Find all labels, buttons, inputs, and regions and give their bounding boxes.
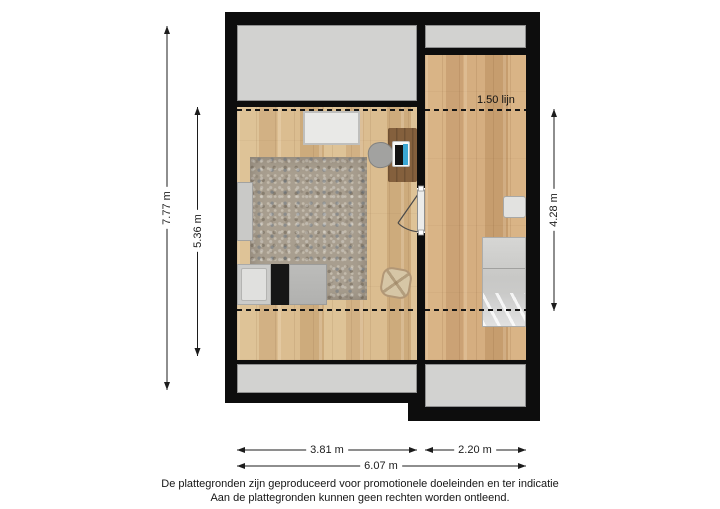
wall-right xyxy=(526,12,540,421)
dimension-total-width: 6.07 m xyxy=(360,460,402,472)
bed-left-blanket xyxy=(271,264,289,305)
wall-bottom-left xyxy=(225,393,408,403)
left-room-knee-wall-area-top xyxy=(237,25,417,101)
bed-right xyxy=(482,237,526,327)
disclaimer-line-1: De plattegronden zijn geproduceerd voor promotionele doeleinden en ter indicatie xyxy=(161,478,559,490)
bed-left-pillow xyxy=(241,268,267,301)
wall-bottom-step xyxy=(408,393,417,421)
wall-right-room-top xyxy=(425,48,526,55)
wall-right-room-bottom xyxy=(425,360,526,364)
wall-divider-upper xyxy=(417,12,425,188)
dimension-right-room-width: 2.20 m xyxy=(454,444,496,456)
bed-left-duvet xyxy=(289,264,327,305)
wall-left-room-bottom xyxy=(237,360,417,364)
nightstand xyxy=(503,196,526,218)
laptop xyxy=(392,141,410,167)
left-room-knee-wall-area-bottom xyxy=(237,364,417,393)
wall-left xyxy=(225,12,237,403)
wall-top xyxy=(225,12,540,25)
door-leaf xyxy=(418,190,425,231)
dimension-right-room-depth: 4.28 m xyxy=(548,189,560,231)
laptop-screen xyxy=(395,145,403,165)
headroom-line-label: 1.50 lijn xyxy=(477,94,515,106)
right-room-knee-wall-area-top xyxy=(425,25,526,48)
bed-right-duvet-folds xyxy=(483,293,525,326)
wall-bottom-right xyxy=(425,407,526,421)
laptop-accent xyxy=(403,144,408,165)
skylight-window xyxy=(303,111,360,145)
bed-right-fold-shadow xyxy=(483,268,525,269)
wall-divider-lower xyxy=(417,233,425,421)
disclaimer-line-2: Aan de plattegronden kunnen geen rechten worden ontleend. xyxy=(210,492,510,504)
right-room-knee-wall-area-bottom xyxy=(425,364,526,407)
dimension-left-room-width: 3.81 m xyxy=(306,444,348,456)
dimension-total-height: 7.77 m xyxy=(161,187,173,229)
dimension-left-room-depth: 5.36 m xyxy=(192,210,204,252)
dresser xyxy=(237,182,253,241)
wall-left-room-top xyxy=(237,101,417,107)
